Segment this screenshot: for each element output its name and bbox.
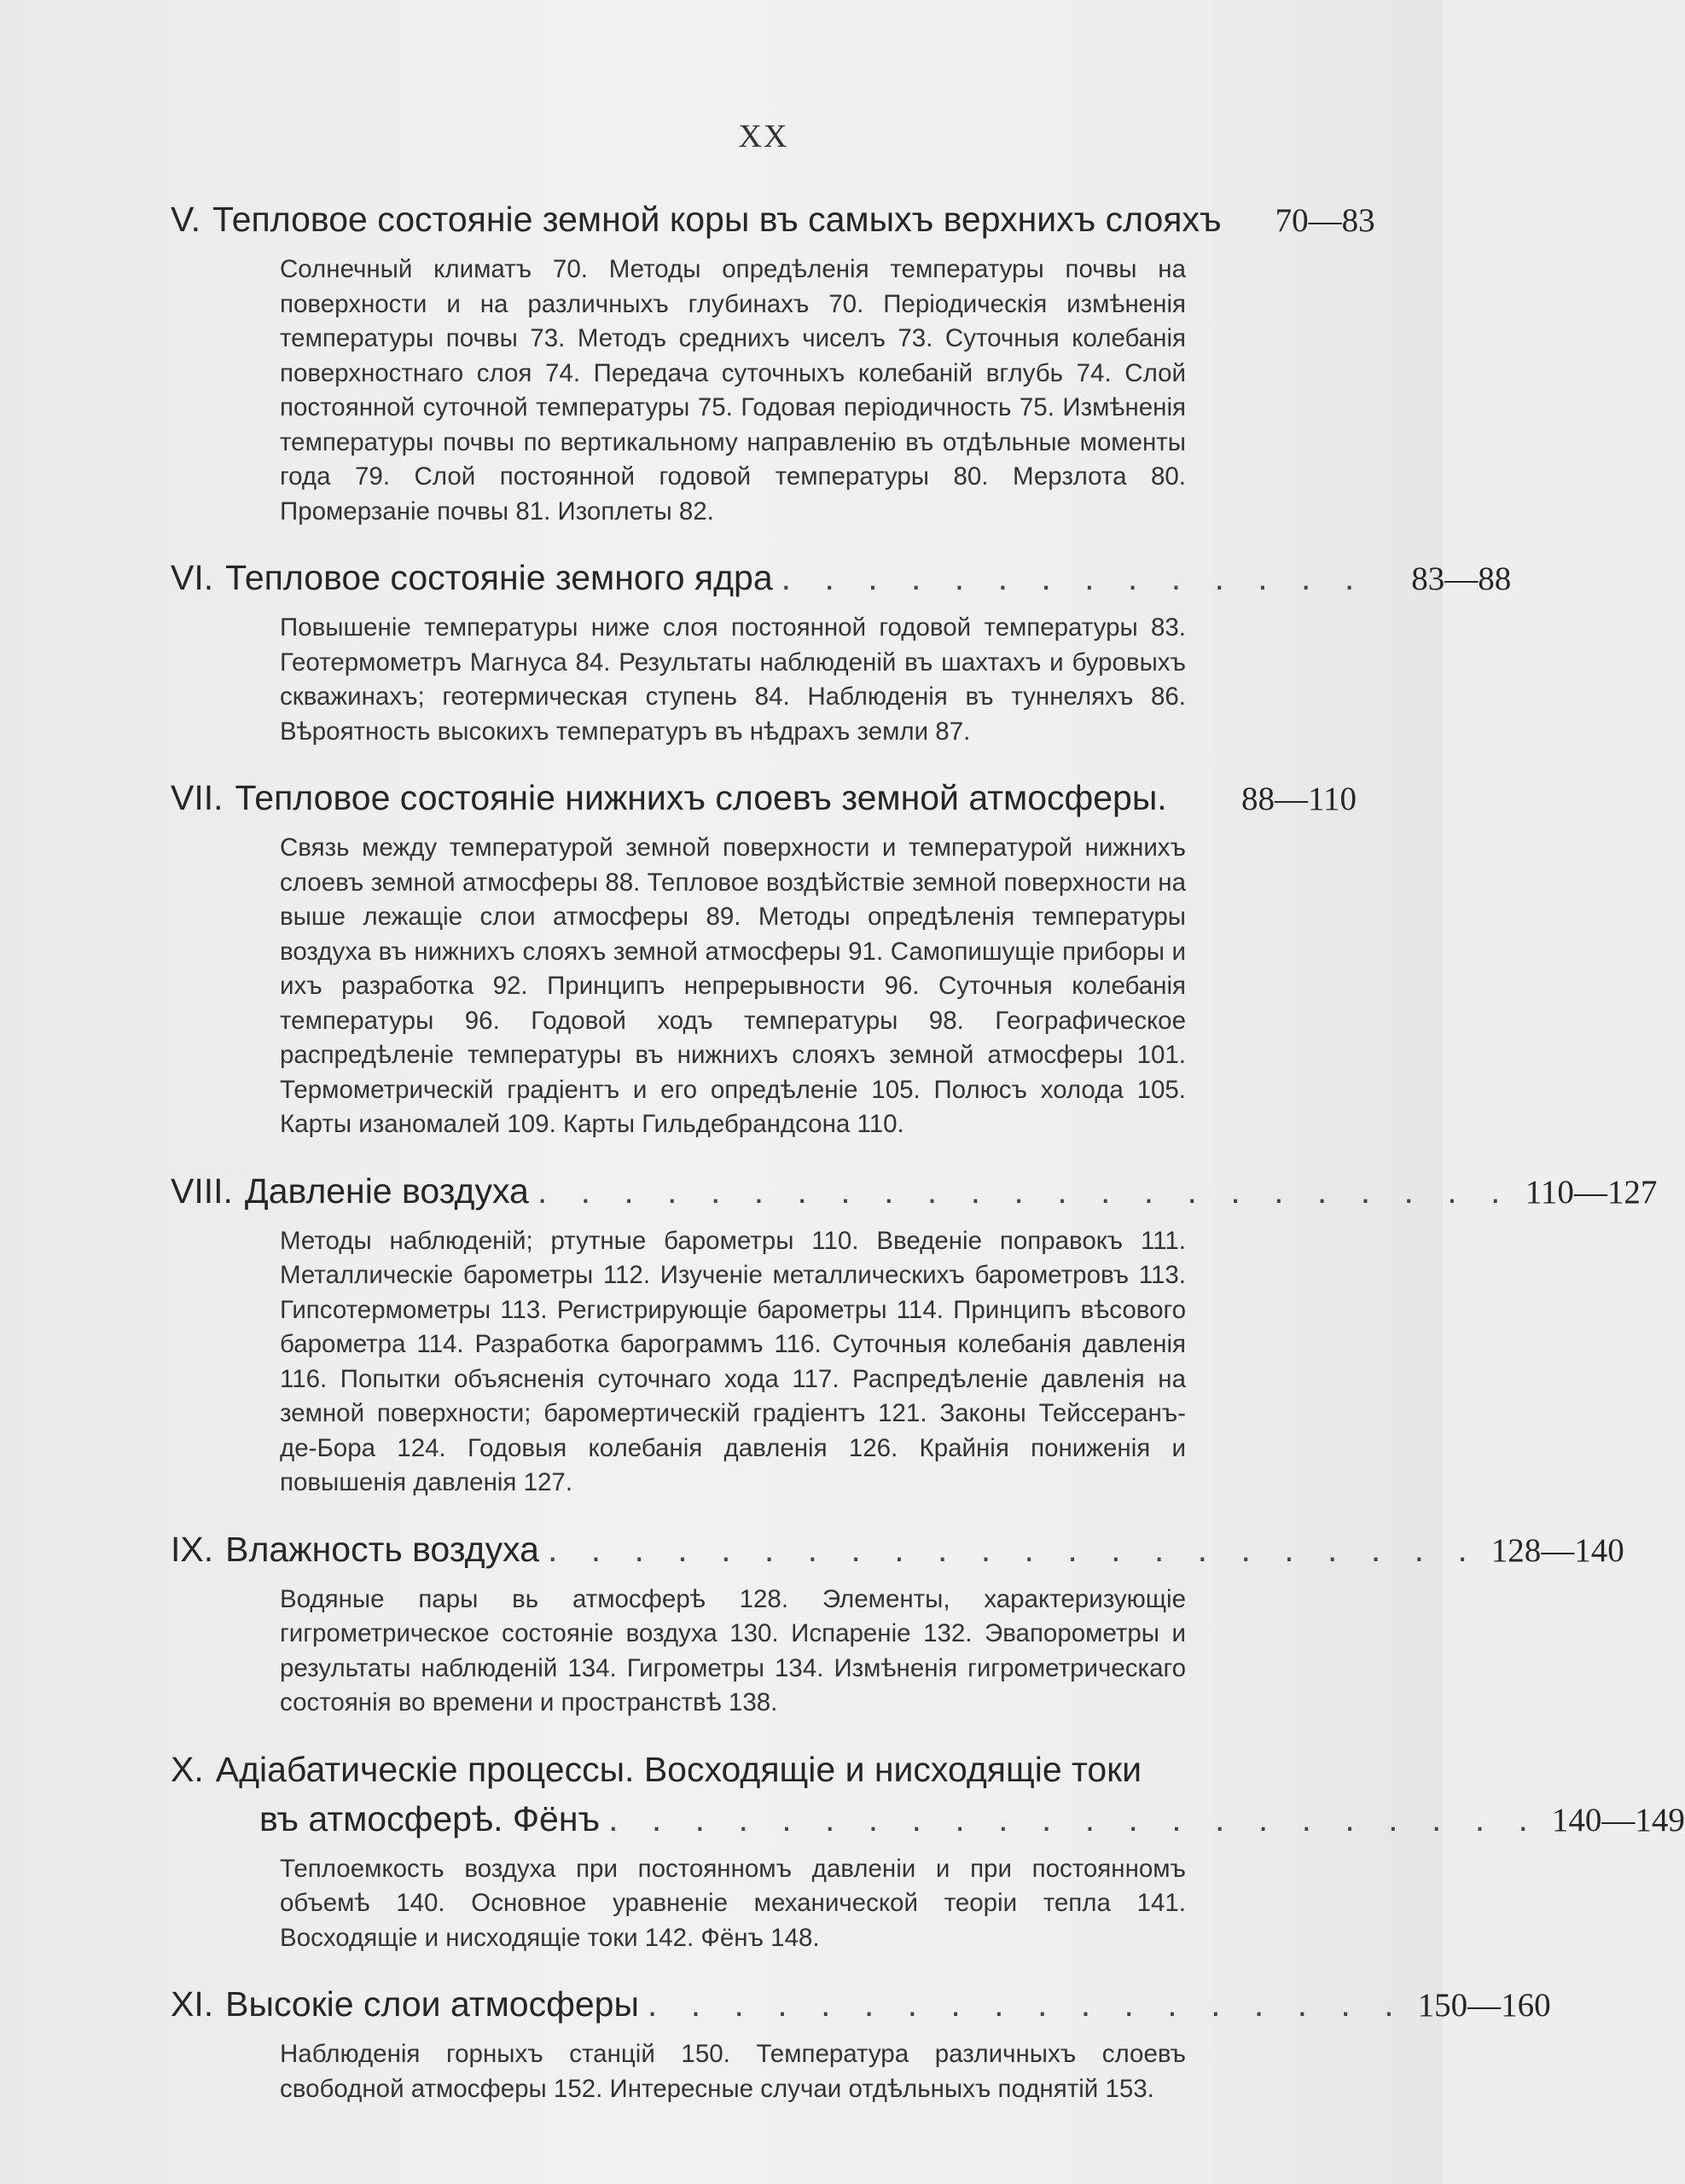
chapter-title: Тепловое состоянiе нижнихъ слоевъ земной атмосферы. <box>235 778 1167 817</box>
leader-dots: . . . . . . . . . . . . . . . . . . . . . . . <box>537 1170 1513 1211</box>
chapter-title: Давленiе воздуха <box>244 1170 529 1211</box>
chapter-number: IX. <box>171 1529 214 1569</box>
page-range: 140—149 <box>1551 1801 1685 1838</box>
toc-entry-v <box>171 195 1375 529</box>
page-range: 88—110 <box>1241 781 1357 817</box>
chapter-title: Адiабатическiе процессы. Восходящiе и нисходящiе токи <box>215 1749 1142 1789</box>
toc-entry-vii <box>171 773 1357 1142</box>
toc-entry-x <box>171 1745 1685 1956</box>
chapter-title: Тепловое состоянiе земного ядра <box>225 558 773 597</box>
entry-heading <box>171 1745 1357 1794</box>
chapter-summary: Методы наблюденiй; ртутные барометры 110. Введенiе поправокъ 111. Металлическiе барометры 112. Изученiе металлическихъ барометровъ 113. Гипсотермометры 113. Регистрирующiе барометры 114. Принципъ вѣсового барометра 114. Разработка барограммъ 116. Суточныя колебанiя давленiя 116. Попытки объясненiя суточнаго хода 117. Распредѣленiе давленiя на земной поверхности; баромертическiй градiентъ 121. Законы Тейссеранъ-де-Бора 124. Годовыя колебанiя давленiя 126. Крайнiя пониженiя и повышенiя давленiя 127. <box>280 1226 1186 1496</box>
toc-entry-vi <box>171 553 1512 749</box>
chapter-summary: Повышенiе температуры ниже слоя постоянной годовой температуры 83. Геотермометръ Магнуса 84. Результаты наблюденiй въ шахтахъ и буровыхъ скважинахъ; геотермическая ступень 84. Наблюденiя въ туннеляхъ 86. Вѣроятность высокихъ температуръ въ нѣдрахъ земли 87. <box>280 613 1186 746</box>
leader-dots: . . . . . . . . . . . . . . . . . . <box>647 1984 1406 2024</box>
leader-dots: . . . . . . . . . . . . . . . . . . . . . . <box>547 1529 1479 1569</box>
entry-heading <box>171 195 1375 246</box>
leader-dots: . . . . . . . . . . . . . . <box>781 558 1367 597</box>
page-range: 110—127 <box>1525 1173 1658 1211</box>
chapter-title: Влажность воздуха <box>225 1529 539 1569</box>
entry-heading <box>171 1166 1658 1217</box>
toc-entry-ix <box>171 1525 1624 1721</box>
page-number: XX <box>738 119 789 154</box>
toc-entry-xi <box>171 1979 1551 2106</box>
chapter-number: X. <box>171 1749 204 1789</box>
entry-heading <box>171 1979 1551 2030</box>
chapter-number: VII. <box>171 778 224 817</box>
entry-heading-continued <box>171 1794 1685 1845</box>
table-of-contents <box>171 195 1685 2130</box>
chapter-summary: Водяные пары вь атмосферѣ 128. Элементы, характеризующiе гигрометрическое состоянiе воздуха 130. Испаренiе 132. Эвапорометры и результаты наблюденiй 134. Гигрометры 134. Измѣненiя гигрометрическаго состоянiя во времени и пространствѣ 138. <box>280 1584 1186 1716</box>
chapter-title: Высокiе слои атмосферы <box>225 1984 639 2024</box>
page-range: 128—140 <box>1490 1531 1624 1569</box>
leader-dots: . . . . . . . . . . . . . . . . . . . . . . <box>608 1798 1540 1838</box>
page-range: 150—160 <box>1417 1987 1551 2024</box>
chapter-title-line2: въ атмосферѣ. Фёнъ <box>259 1798 601 1838</box>
page-range: 83—88 <box>1411 561 1512 597</box>
chapter-number: XI. <box>171 1984 214 2024</box>
chapter-summary: Теплоемкость воздуха при постоянномъ давленiи и при постоянномъ объемѣ 140. Основное уравненiе механической теорiи тепла 141. Восходящiе и нисходящiе токи 142. Фёнъ 148. <box>280 1854 1186 1952</box>
chapter-summary: Солнечный климатъ 70. Методы опредѣленiя температуры почвы на поверхности и на различныхъ глубинахъ 70. Перiодическiя измѣненiя температуры почвы 73. Методъ среднихъ чиселъ 73. Суточныя колебанiя поверхностнаго слоя 74. Передача суточныхъ колебанiй вглубь 74. Слой постоянной суточной температуры 75. Годовая перiодичность 75. Измѣненiя температуры почвы по вертикальному направленiю въ отдѣльные моменты года 79. Слой постоянной годовой температуры 80. Мерзлота 80. Промерзанiе почвы 81. Изоплеты 82. <box>280 255 1186 526</box>
chapter-number: VI. <box>171 558 214 597</box>
chapter-number: VIII. <box>171 1170 233 1211</box>
toc-entry-viii <box>171 1166 1658 1501</box>
entry-heading <box>171 773 1357 824</box>
page-range: 70—83 <box>1275 202 1375 239</box>
chapter-title: Тепловое состоянiе земной коры въ самыхъ верхнихъ слояхъ <box>212 200 1222 239</box>
chapter-number: V. <box>171 200 200 239</box>
chapter-summary: Наблюденiя горныхъ станцiй 150. Температура различныхъ слоевъ свободной атмосферы 152. Интересные случаи отдѣльныхъ поднятiй 153. <box>280 2040 1186 2103</box>
chapter-summary: Связь между температурой земной поверхности и температурой нижнихъ слоевъ земной атмосферы 88. Тепловое воздѣйствiе земной поверхности на выше лежащiе слои атмосферы 89. Методы опредѣленiя температуры воздуха въ нижнихъ слояхъ земной атмосферы 91. Самопишущiе приборы и ихъ разработка 92. Принципъ непрерывности 96. Суточныя колебанiя температуры 96. Годовой ходъ температуры 98. Географическое распредѣленiе температуры въ нижнихъ слояхъ земной атмосферы 101. Термометрическiй градiентъ и его опредѣленiе 105. Полюсъ холода 105. Карты изаномалей 109. Карты Гильдебрандсона 110. <box>280 834 1186 1138</box>
entry-heading <box>171 1525 1624 1576</box>
entry-heading <box>171 553 1512 604</box>
